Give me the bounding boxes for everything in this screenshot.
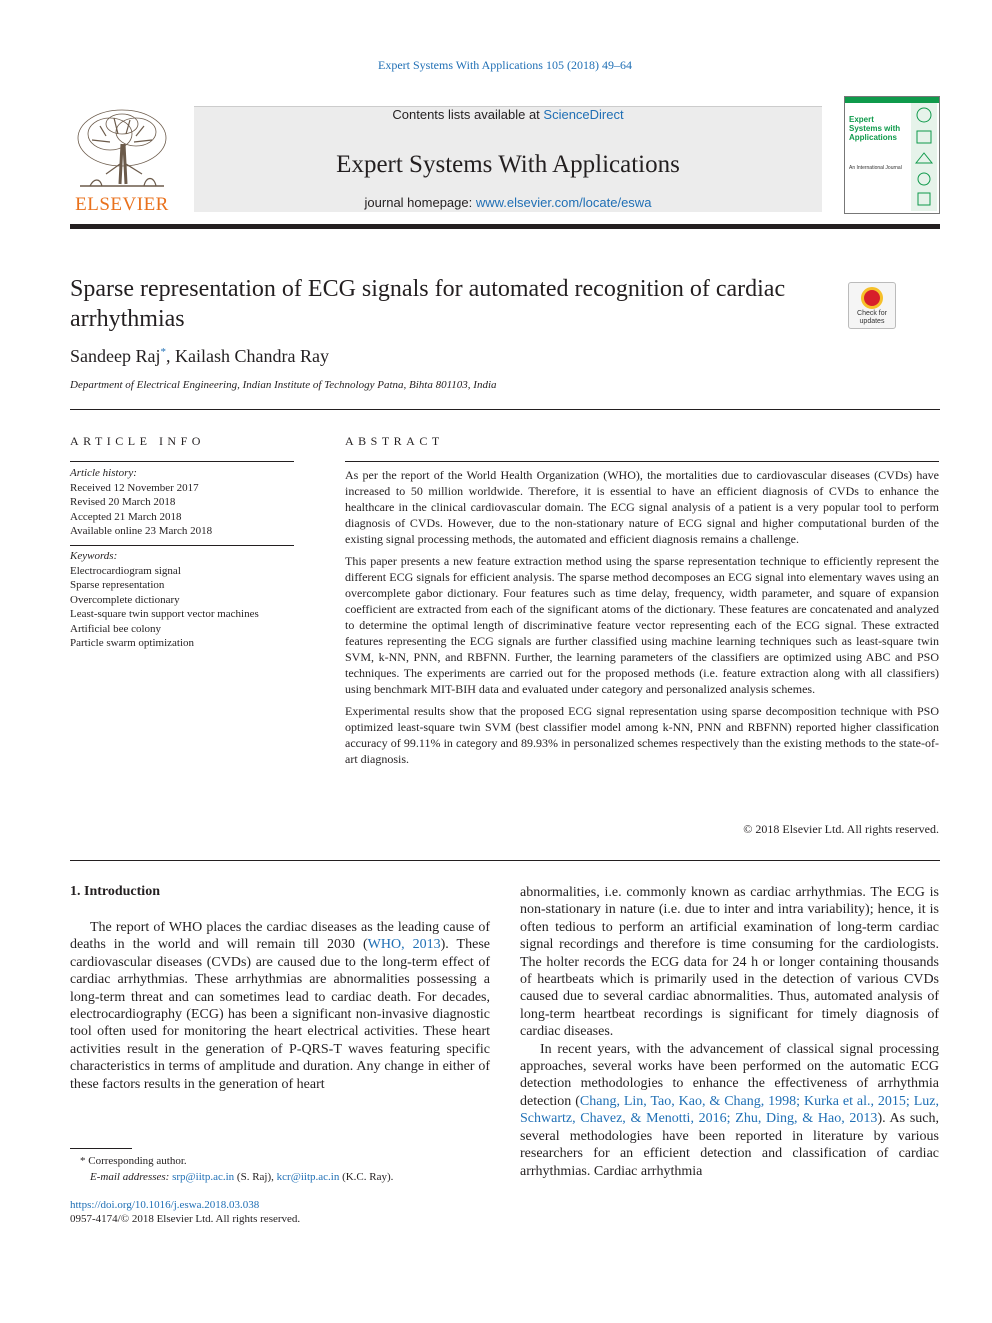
keyword: Overcomplete dictionary bbox=[70, 593, 180, 606]
email-link[interactable]: srp@iitp.ac.in bbox=[172, 1171, 235, 1183]
corresponding-mark[interactable]: * bbox=[160, 346, 166, 358]
body-text-left bbox=[70, 919, 490, 1093]
body-paragraph: abnormalities, i.e. commonly known as cardiac arrhythmias. The ECG is non-stationary in nature (i.e. due to inter and intra variability); hence, it is often tedious to perform an artificial examination of long-term cardiac signal recordings and therefore is time consuming for the cardiologists. The holter records the ECG data for 24 h or longer containing thousands of heartbeats which is primarily used in the detection of various CVDs caused due to several cardiac abnormalities. Thus, automated analysis of long-term heartbeat recordings is significant for timely diagnosis of cardiac diseases. bbox=[520, 885, 939, 1040]
homepage-line bbox=[194, 195, 822, 210]
cover-icon-strip bbox=[911, 103, 937, 211]
doi-url[interactable]: https://doi.org/10.1016/j.eswa.2018.03.038 bbox=[70, 1199, 260, 1211]
affiliation: Department of Electrical Engineering, Indian Institute of Technology Patna, Bihta 801103, India bbox=[70, 379, 497, 391]
divider bbox=[70, 409, 940, 410]
section-heading-introduction: 1. Introduction bbox=[70, 884, 160, 899]
email-owner: (S. Raj), bbox=[234, 1171, 277, 1183]
divider bbox=[70, 860, 940, 861]
homepage-prefix: journal homepage: bbox=[364, 195, 476, 210]
sciencedirect-link[interactable]: ScienceDirect bbox=[543, 107, 624, 122]
author-name: Kailash Chandra Ray bbox=[174, 346, 329, 366]
keyword: Artificial bee colony bbox=[70, 622, 162, 635]
divider bbox=[70, 545, 294, 546]
journal-banner bbox=[194, 106, 822, 212]
citation-link[interactable]: WHO, 2013 bbox=[367, 937, 441, 953]
abstract-copyright: © 2018 Elsevier Ltd. All rights reserved. bbox=[743, 822, 939, 836]
journal-cover-thumbnail[interactable] bbox=[844, 96, 940, 214]
footnote-rule bbox=[70, 1148, 132, 1149]
cover-subtitle: An International Journal bbox=[849, 165, 902, 171]
history-line: Received 12 November 2017 bbox=[70, 481, 199, 494]
author-separator: , bbox=[165, 346, 175, 366]
body-paragraph bbox=[520, 1041, 939, 1180]
body-text: In recent years, with the advancement of classical signal processing approaches, several works have been performed on the automatic ECG detection methodologies to enhance the effectiveness of arrhythmia detection ( bbox=[520, 1041, 939, 1109]
author-name: Sandeep Raj bbox=[70, 346, 161, 366]
abstract-paragraph: As per the report of the World Health Organization (WHO), the mortalities due to cardiovascular diseases (CVDs) have increased to 50 million worldwide. Therefore, it is essential to have an efficient diagnosis of CVDs to enhance the healthcare in the clinical cardiovascular domain. The ECG signal analysis of a patient is a very popular tool to perform diagnosis of CVDs. However, due to the non-stationary nature of ECG signal and higher computational burden of the existing signal processing methods, the automated and efficient diagnosis remains a challenge. bbox=[345, 468, 939, 546]
divider bbox=[345, 461, 939, 462]
history-line: Revised 20 March 2018 bbox=[70, 496, 176, 508]
email-addresses bbox=[90, 1170, 393, 1185]
author-list bbox=[70, 346, 329, 367]
keywords-label: Keywords: bbox=[70, 550, 118, 562]
abstract-body bbox=[345, 467, 939, 773]
keyword: Least-square twin support vector machines bbox=[70, 608, 259, 620]
divider bbox=[70, 461, 294, 462]
abstract-paragraph: Experimental results show that the proposed ECG signal representation using sparse decomposition technique with PSO optimized least-square twin SVM (best classifier model among k-NN, PNN and RBFNN) reported higher classification accuracy of 99.11% in category and 89.93% in personalized schemes respectively than the existing methods to the state-of-art diagnosis. bbox=[345, 704, 939, 766]
crossmark-icon bbox=[861, 287, 883, 309]
body-text: The report of WHO places the cardiac diseases as the leading cause of deaths in the world and will remain till 2030 ( bbox=[70, 920, 490, 953]
contents-line bbox=[194, 107, 822, 122]
header-rule bbox=[70, 224, 940, 229]
history-label: Article history: bbox=[70, 467, 137, 479]
email-label: E-mail addresses: bbox=[90, 1171, 173, 1183]
doi-link[interactable] bbox=[70, 1198, 259, 1213]
body-text: ). As such, several methodologies have been reported in literature by various researchers for an efficient detection and classification of cardiac arrhythmias. Cardiac arrhythmia bbox=[520, 1111, 939, 1179]
cover-title: Expert Systems with Applications bbox=[849, 115, 901, 142]
article-info-heading: ARTICLE INFO bbox=[70, 434, 205, 448]
history-line: Accepted 21 March 2018 bbox=[70, 510, 182, 523]
journal-citation[interactable]: Expert Systems With Applications 105 (2018) 49–64 bbox=[378, 58, 632, 72]
keyword: Electrocardiogram signal bbox=[70, 564, 181, 577]
crossmark-label: Check for updates bbox=[857, 310, 887, 325]
journal-homepage-link[interactable]: www.elsevier.com/locate/eswa bbox=[475, 195, 652, 210]
abstract-heading: ABSTRACT bbox=[345, 434, 444, 448]
keyword: Sparse representation bbox=[70, 579, 165, 591]
issn-line: 0957-4174/© 2018 Elsevier Ltd. All rights reserved. bbox=[70, 1213, 301, 1225]
body-text: ). These cardiovascular diseases (CVDs) are caused due to the long-term effect of cardiac arrhythmias. These arrhythmias are abnormalities possessing a long-term threat and can sometimes lead to cardiac death. For decades, electrocardiography (ECG) has been a significant non-invasive diagnostic tool often used for monitoring the heart electrical activities. These heart activities result in the generation of P-QRS-T waves featuring specific characteristics in terms of amplitude and duration. Any change in either of these factors results in the generation of heart bbox=[70, 937, 490, 1092]
article-history bbox=[70, 466, 294, 539]
keywords bbox=[70, 549, 294, 651]
abstract-paragraph: This paper presents a new feature extraction method using the sparse representation technique to efficiently represent the different ECG signals for efficient analysis. The sparse method decomposes an ECG signal into elementary waves using an overcomplete gabor dictionary. Four features such as time delay, frequency, width parameter, and square of expansion coefficient are extracted from each of the significant atoms of the dictionary. These features are concatenated and analyzed to determine the optimal length of discriminative feature vector representing each of the ECG signal. These extracted features representing the ECG signals are further classified using machine learning techniques such as least-square twin SVM, k-NN, PNN, and RBFNN. Further, the learning parameters of the classifiers are optimized using ABC and PSO techniques. The experiments are carried out for the proposed methods (i.e. feature extraction along with all classifiers) using benchmark MIT-BIH data and evaluated under category and personalized analysis schemes. bbox=[345, 554, 939, 696]
corresponding-author-note: * Corresponding author. bbox=[80, 1155, 187, 1167]
email-link[interactable]: kcr@iitp.ac.in bbox=[276, 1171, 340, 1183]
citation-link[interactable]: Chang, Lin, Tao, Kao, & Chang, 1998; Kurka et al., 2015; Luz, Schwartz, Chavez, & Menotti, 2016; Zhu, Ding, & Hao, 2013 bbox=[520, 1093, 939, 1127]
history-line: Available online 23 March 2018 bbox=[70, 525, 213, 537]
body-text-right bbox=[520, 884, 939, 1180]
keyword: Particle swarm optimization bbox=[70, 637, 195, 649]
masthead bbox=[70, 96, 940, 216]
article-title: Sparse representation of ECG signals for automated recognition of cardiac arrhythmias bbox=[70, 276, 786, 332]
elsevier-wordmark: ELSEVIER bbox=[75, 194, 169, 215]
contents-prefix: Contents lists available at bbox=[392, 107, 544, 122]
check-for-updates-button[interactable] bbox=[848, 282, 896, 329]
journal-title: Expert Systems With Applications bbox=[336, 151, 680, 178]
email-owner: (K.C. Ray). bbox=[339, 1171, 394, 1183]
